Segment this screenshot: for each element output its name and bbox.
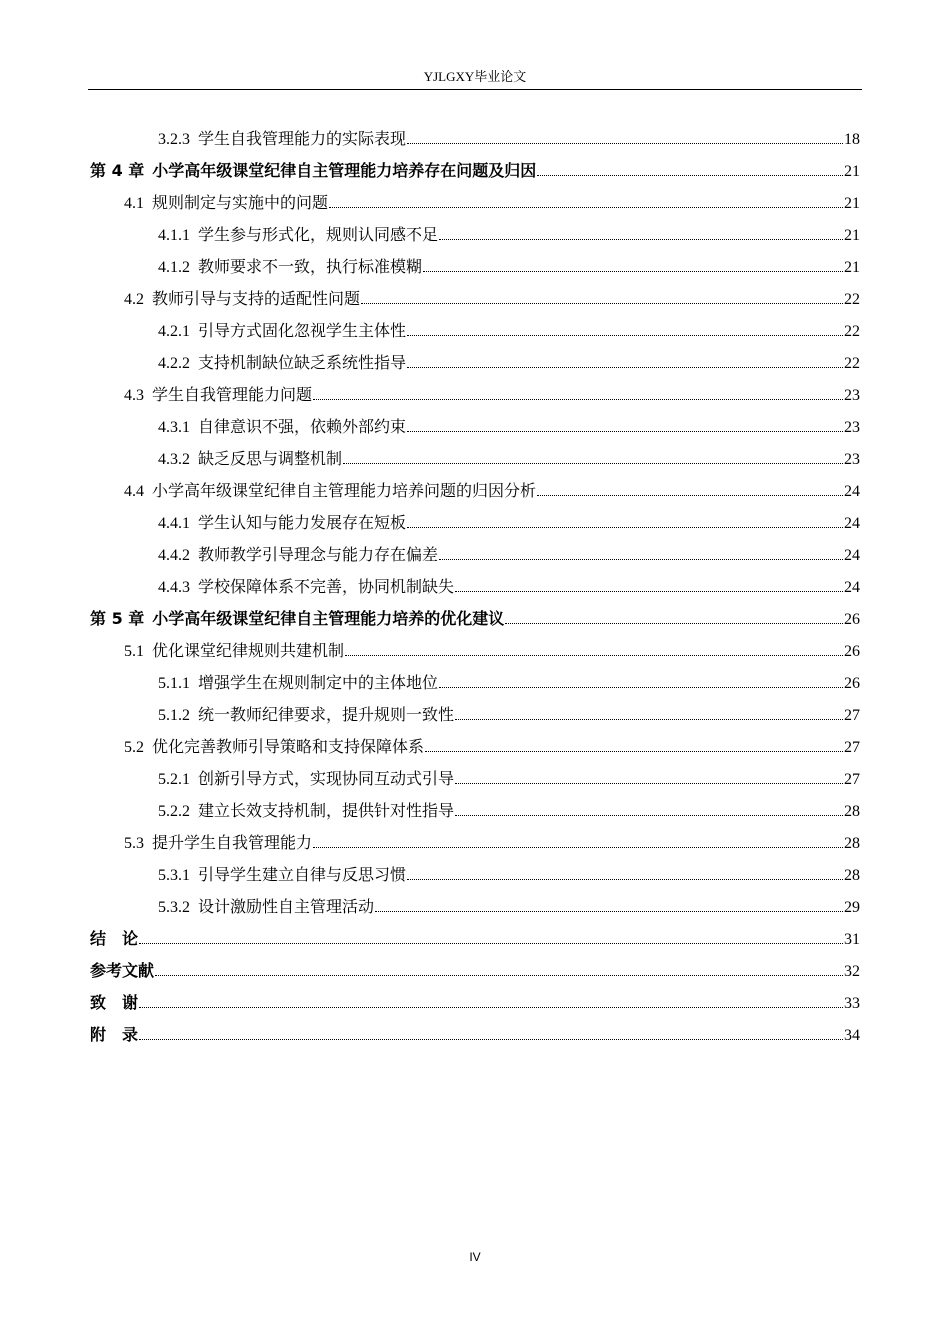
toc-entry-page: 24 (844, 515, 860, 532)
toc-entry-number: 4.4 (124, 483, 144, 500)
toc-entry-page: 32 (844, 963, 860, 980)
toc-entry-number: 5.3.2 (158, 899, 190, 916)
dot-leader (537, 495, 843, 496)
toc-entry-number: 4.2.2 (158, 355, 190, 372)
toc-entry-title (158, 446, 342, 469)
toc-entry-title (90, 990, 138, 1013)
toc-entry-text: 增强学生在规则制定中的主体地位 (198, 673, 439, 692)
toc-entry[interactable] (90, 245, 860, 277)
toc-entry-text: 小学高年级课堂纪律自主管理能力培养的优化建议 (152, 609, 505, 628)
dot-leader (423, 271, 843, 272)
toc-entry-number: 5.3.1 (158, 867, 190, 884)
toc-entry-number: 5.2.2 (158, 803, 190, 820)
toc-entry-title (158, 798, 454, 821)
toc-entry-page: 24 (844, 579, 860, 596)
toc-entry-title (158, 222, 438, 245)
toc-entry-text: 教师教学引导理念与能力存在偏差 (198, 545, 439, 564)
toc-entry-number: 5.1.1 (158, 675, 190, 692)
toc-entry-number: 4.4.2 (158, 547, 190, 564)
dot-leader (455, 719, 843, 720)
toc-entry-number: 5.3 (124, 835, 144, 852)
toc-entry-page: 28 (844, 803, 860, 820)
toc-entry-title (158, 670, 438, 693)
toc-entry-text: 创新引导方式，实现协同互动式引导 (198, 769, 455, 788)
toc-entry[interactable] (90, 789, 860, 821)
toc-entry-page: 22 (844, 291, 860, 308)
dot-leader (455, 783, 843, 784)
toc-entry-title (158, 414, 406, 437)
toc-entry[interactable] (90, 821, 860, 853)
toc-entry-page: 31 (844, 931, 860, 948)
dot-leader (407, 431, 843, 432)
toc-entry-number: 4.4.3 (158, 579, 190, 596)
toc-entry[interactable] (90, 373, 860, 405)
toc-entry-text: 学生自我管理能力问题 (152, 385, 313, 404)
toc-entry[interactable] (90, 117, 860, 149)
toc-entry-title (90, 926, 138, 949)
toc-entry[interactable] (90, 597, 860, 629)
toc-entry-text: 致 谢 (90, 993, 139, 1012)
toc-entry-text: 设计激励性自主管理活动 (198, 897, 375, 916)
toc-entry[interactable] (90, 469, 860, 501)
toc-entry-page: 26 (844, 611, 860, 628)
toc-entry-text: 学生参与形式化，规则认同感不足 (198, 225, 439, 244)
toc-entry-number: 4.3.2 (158, 451, 190, 468)
toc-entry-text: 教师引导与支持的适配性问题 (152, 289, 361, 308)
toc-entry-text: 建立长效支持机制，提供针对性指导 (198, 801, 455, 820)
page-header: YJLGXY毕业论文 (423, 69, 527, 84)
toc-entry-text: 优化完善教师引导策略和支持保障体系 (152, 737, 425, 756)
toc-entry-text: 小学高年级课堂纪律自主管理能力培养问题的归因分析 (152, 481, 537, 500)
dot-leader (343, 463, 843, 464)
dot-leader (407, 879, 843, 880)
dot-leader (407, 527, 843, 528)
toc-entry-text: 教师要求不一致，执行标准模糊 (198, 257, 423, 276)
dot-leader (407, 143, 843, 144)
toc-entry-text: 学生自我管理能力的实际表现 (198, 129, 407, 148)
toc-entry-text: 支持机制缺位缺乏系统性指导 (198, 353, 407, 372)
toc-entry[interactable] (90, 693, 860, 725)
toc-entry-page: 34 (844, 1027, 860, 1044)
toc-entry[interactable] (90, 757, 860, 789)
dot-leader (439, 687, 843, 688)
toc-entry[interactable] (90, 501, 860, 533)
toc-entry[interactable] (90, 341, 860, 373)
toc-entry-text: 学生认知与能力发展存在短板 (198, 513, 407, 532)
toc-entry[interactable] (90, 405, 860, 437)
toc-entry-number: 5.1 (124, 643, 144, 660)
toc-entry[interactable] (90, 533, 860, 565)
dot-leader (313, 399, 843, 400)
toc-entry-page: 22 (844, 355, 860, 372)
toc-entry-page: 27 (844, 771, 860, 788)
toc-entry-text: 优化课堂纪律规则共建机制 (152, 641, 345, 660)
toc-entry-number: 3.2.3 (158, 131, 190, 148)
toc-entry-number: 4.4.1 (158, 515, 190, 532)
toc-entry-title (158, 862, 406, 885)
toc-entry[interactable] (90, 661, 860, 693)
toc-entry-title (90, 158, 536, 181)
toc-entry-text: 提升学生自我管理能力 (152, 833, 313, 852)
toc-entry-title (124, 286, 360, 309)
dot-leader (455, 591, 843, 592)
toc-entry-page: 23 (844, 419, 860, 436)
toc-entry-number: 4.3.1 (158, 419, 190, 436)
toc-entry-title (158, 542, 438, 565)
dot-leader (505, 623, 843, 624)
header-divider (88, 89, 862, 90)
toc-entry-page: 21 (844, 163, 860, 180)
page-number: IV (469, 1250, 481, 1264)
toc-entry-number: 4.3 (124, 387, 144, 404)
dot-leader (375, 911, 843, 912)
toc-entry-number: 第 5 章 (90, 609, 145, 628)
toc-entry-page: 21 (844, 259, 860, 276)
toc-entry-number: 4.1.1 (158, 227, 190, 244)
toc-entry-title (158, 126, 406, 149)
toc-entry-number: 4.2.1 (158, 323, 190, 340)
toc-entry-title (158, 894, 374, 917)
toc-entry-title (158, 510, 406, 533)
toc-entry-text: 统一教师纪律要求，提升规则一致性 (198, 705, 455, 724)
toc-entry-page: 33 (844, 995, 860, 1012)
toc-entry-page: 29 (844, 899, 860, 916)
toc-entry-text: 参考文献 (90, 961, 155, 980)
dot-leader (425, 751, 843, 752)
toc-entry-page: 26 (844, 675, 860, 692)
toc-entry[interactable] (90, 213, 860, 245)
dot-leader (313, 847, 843, 848)
toc-entry-number: 4.2 (124, 291, 144, 308)
toc-entry-title (90, 1022, 138, 1045)
toc-entry-page: 21 (844, 195, 860, 212)
toc-entry-text: 学校保障体系不完善，协同机制缺失 (198, 577, 455, 596)
toc-entry[interactable] (90, 149, 860, 181)
toc-entry-title (124, 830, 312, 853)
toc-entry-title (158, 766, 454, 789)
dot-leader (329, 207, 843, 208)
toc-entry-title (124, 638, 344, 661)
toc-entry-page: 24 (844, 483, 860, 500)
toc-entry[interactable] (90, 565, 860, 597)
toc-entry-number: 5.1.2 (158, 707, 190, 724)
toc-entry[interactable] (90, 181, 860, 213)
toc-entry-text: 引导学生建立自律与反思习惯 (198, 865, 407, 884)
dot-leader (407, 367, 843, 368)
toc-entry[interactable] (90, 949, 860, 981)
toc-entry-text: 小学高年级课堂纪律自主管理能力培养存在问题及归因 (152, 161, 537, 180)
toc-entry-title (158, 574, 454, 597)
toc-entry-page: 18 (844, 131, 860, 148)
dot-leader (455, 815, 843, 816)
toc-entry-title (158, 318, 406, 341)
toc-entry[interactable] (90, 725, 860, 757)
toc-entry-number: 4.1.2 (158, 259, 190, 276)
toc-entry-text: 结 论 (90, 929, 139, 948)
dot-leader (345, 655, 843, 656)
toc-entry-title (158, 350, 406, 373)
dot-leader (439, 239, 843, 240)
toc-entry-page: 23 (844, 387, 860, 404)
toc-entry-title (158, 254, 422, 277)
dot-leader (361, 303, 843, 304)
toc-entry-title (124, 478, 536, 501)
dot-leader (139, 1039, 843, 1040)
toc-entry-number: 5.2 (124, 739, 144, 756)
toc-entry-title (124, 382, 312, 405)
toc-entry-text: 自律意识不强，依赖外部约束 (198, 417, 407, 436)
toc-entry[interactable] (90, 981, 860, 1013)
toc-entry-number: 5.2.1 (158, 771, 190, 788)
toc-entry-text: 规则制定与实施中的问题 (152, 193, 329, 212)
toc-entry-page: 22 (844, 323, 860, 340)
dot-leader (439, 559, 843, 560)
toc-entry[interactable] (90, 277, 860, 309)
toc-entry-page: 27 (844, 739, 860, 756)
dot-leader (139, 1007, 843, 1008)
toc-entry-page: 26 (844, 643, 860, 660)
toc-entry-page: 21 (844, 227, 860, 244)
table-of-contents (90, 117, 860, 1045)
toc-entry[interactable] (90, 437, 860, 469)
toc-entry-text: 附 录 (90, 1025, 139, 1044)
toc-entry-number: 4.1 (124, 195, 144, 212)
dot-leader (155, 975, 843, 976)
toc-entry-text: 引导方式固化忽视学生主体性 (198, 321, 407, 340)
toc-entry[interactable] (90, 917, 860, 949)
toc-entry[interactable] (90, 853, 860, 885)
dot-leader (407, 335, 843, 336)
toc-entry-page: 27 (844, 707, 860, 724)
toc-entry-page: 23 (844, 451, 860, 468)
toc-entry[interactable] (90, 629, 860, 661)
toc-entry-title (90, 606, 504, 629)
toc-entry-title (124, 734, 424, 757)
toc-entry-title (90, 958, 154, 981)
dot-leader (139, 943, 843, 944)
dot-leader (537, 175, 843, 176)
toc-entry-page: 24 (844, 547, 860, 564)
toc-entry[interactable] (90, 309, 860, 341)
toc-entry-number: 第 4 章 (90, 161, 145, 180)
toc-entry-page: 28 (844, 835, 860, 852)
toc-entry-title (158, 702, 454, 725)
toc-entry-page: 28 (844, 867, 860, 884)
toc-entry-text: 缺乏反思与调整机制 (198, 449, 343, 468)
toc-entry[interactable] (90, 1013, 860, 1045)
toc-entry-title (124, 190, 328, 213)
toc-entry[interactable] (90, 885, 860, 917)
